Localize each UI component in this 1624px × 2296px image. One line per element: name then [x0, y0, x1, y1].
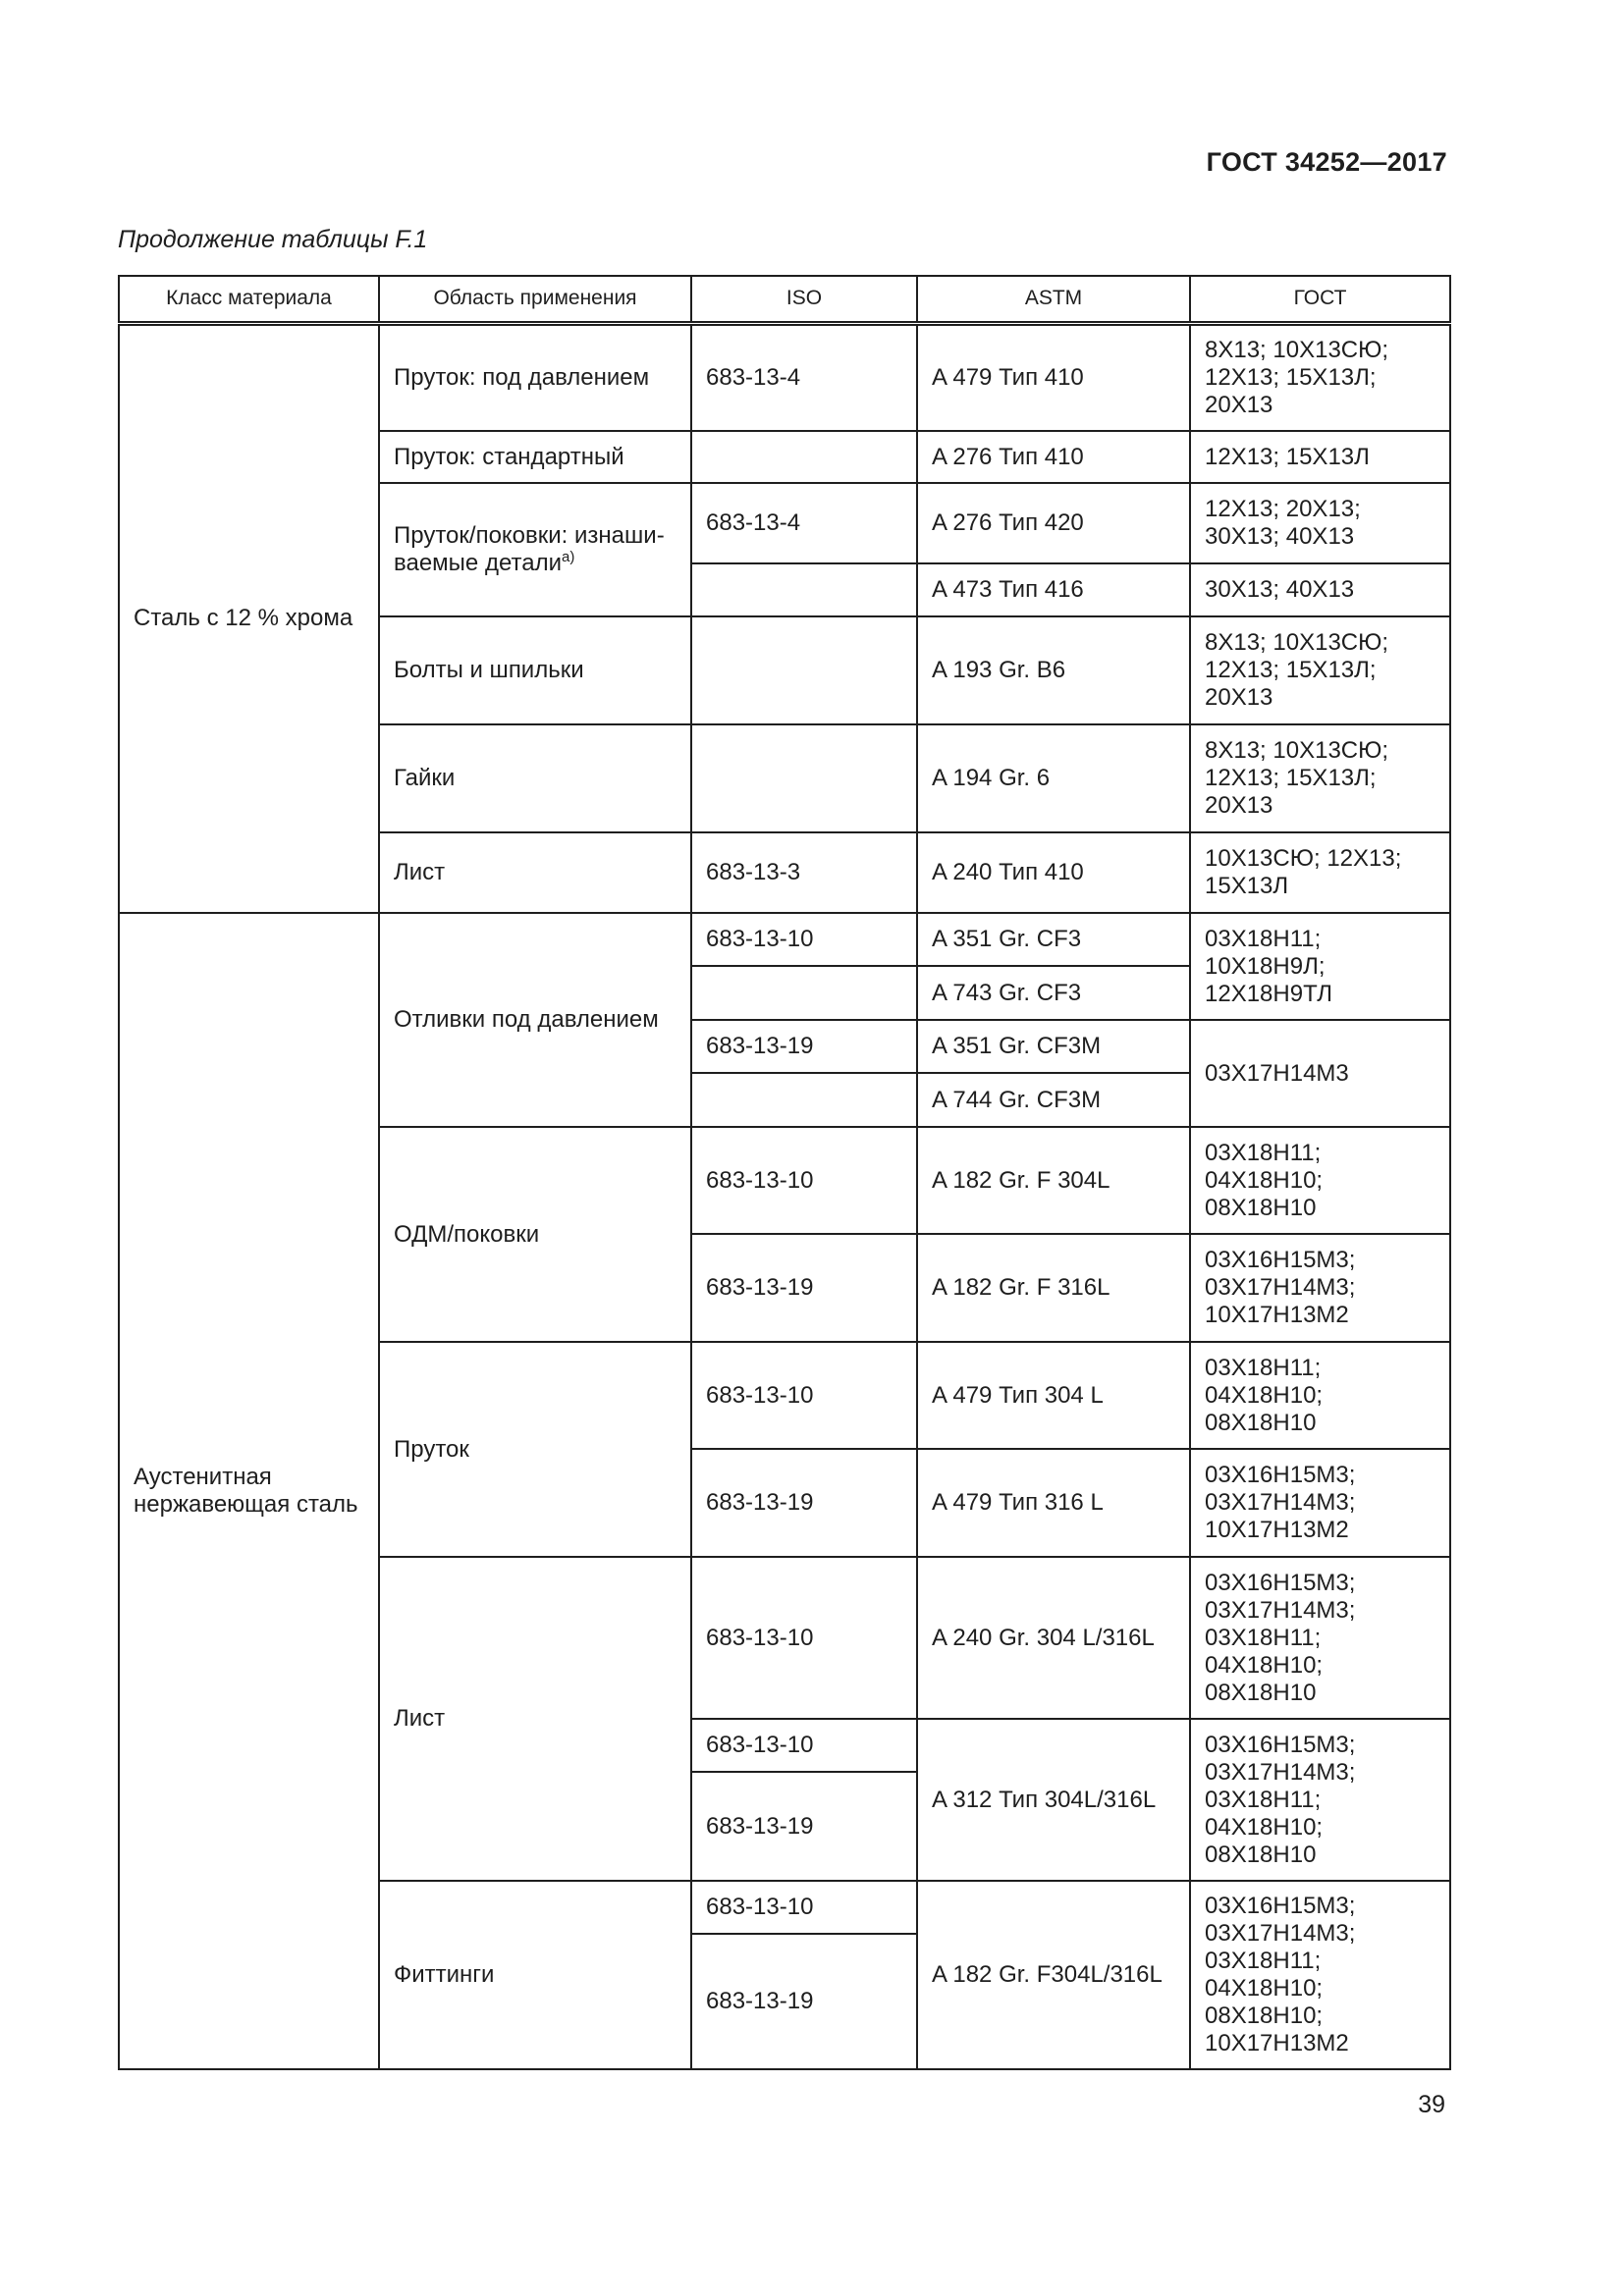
iso-cell	[691, 431, 917, 483]
iso-cell: 683-13-10	[691, 1557, 917, 1719]
table-row	[119, 323, 1450, 431]
astm-cell: A 479 Тип 304 L	[917, 1342, 1190, 1449]
column-header: ГОСТ	[1190, 276, 1450, 323]
astm-cell: A 479 Тип 316 L	[917, 1449, 1190, 1557]
table-caption: Продолжение таблицы F.1	[118, 226, 428, 253]
gost-cell: 10Х13СЮ; 12Х13; 15Х13Л	[1190, 832, 1450, 913]
column-header: Область применения	[379, 276, 691, 323]
astm-cell: A 193 Gr. B6	[917, 616, 1190, 724]
application-cell: Отливки под давлением	[379, 913, 691, 1127]
column-header: ASTM	[917, 276, 1190, 323]
gost-cell: 12Х13; 20Х13; 30Х13; 40Х13	[1190, 483, 1450, 563]
iso-cell: 683-13-19	[691, 1234, 917, 1342]
gost-cell: 8Х13; 10Х13СЮ; 12Х13; 15Х13Л; 20Х13	[1190, 323, 1450, 431]
gost-cell: 03Х18Н11; 04Х18Н10; 08Х18Н10	[1190, 1127, 1450, 1234]
application-cell: Пруток: стандартный	[379, 431, 691, 483]
astm-cell: A 473 Тип 416	[917, 563, 1190, 616]
astm-cell: A 276 Тип 410	[917, 431, 1190, 483]
astm-cell: A 182 Gr. F304L/316L	[917, 1881, 1190, 2069]
application-cell: Пруток	[379, 1342, 691, 1557]
iso-cell	[691, 616, 917, 724]
iso-cell	[691, 1073, 917, 1127]
gost-cell: 8Х13; 10Х13СЮ; 12Х13; 15Х13Л; 20Х13	[1190, 616, 1450, 724]
column-header: ISO	[691, 276, 917, 323]
astm-cell: A 351 Gr. CF3M	[917, 1020, 1190, 1073]
astm-cell: A 312 Тип 304L/316L	[917, 1719, 1190, 1881]
application-cell: Фиттинги	[379, 1881, 691, 2069]
application-cell: Болты и шпильки	[379, 616, 691, 724]
iso-cell: 683-13-10	[691, 913, 917, 966]
gost-cell: 03Х16Н15М3; 03Х17Н14М3; 10Х17Н13М2	[1190, 1234, 1450, 1342]
iso-cell: 683-13-4	[691, 323, 917, 431]
iso-cell	[691, 966, 917, 1020]
iso-cell: 683-13-10	[691, 1719, 917, 1772]
iso-cell: 683-13-10	[691, 1127, 917, 1234]
astm-cell: A 351 Gr. CF3	[917, 913, 1190, 966]
gost-cell: 03Х18Н11; 10Х18Н9Л; 12Х18Н9ТЛ	[1190, 913, 1450, 1020]
astm-cell: A 744 Gr. CF3M	[917, 1073, 1190, 1127]
application-text: Пруток/поковки: изнаши-ваемые детали	[394, 522, 665, 576]
gost-cell: 03Х17Н14М3	[1190, 1020, 1450, 1127]
gost-cell: 03Х16Н15М3; 03Х17Н14М3; 03Х18Н11; 04Х18Н10; 08Х18Н10	[1190, 1719, 1450, 1881]
iso-cell: 683-13-19	[691, 1449, 917, 1557]
astm-cell: A 240 Тип 410	[917, 832, 1190, 913]
application-cell: Лист	[379, 1557, 691, 1881]
application-cell	[379, 483, 691, 616]
iso-cell: 683-13-19	[691, 1020, 917, 1073]
gost-cell: 03Х16Н15М3; 03Х17Н14М3; 10Х17Н13М2	[1190, 1449, 1450, 1557]
iso-cell: 683-13-3	[691, 832, 917, 913]
gost-cell: 03Х18Н11; 04Х18Н10; 08Х18Н10	[1190, 1342, 1450, 1449]
iso-cell: 683-13-10	[691, 1342, 917, 1449]
astm-cell: A 276 Тип 420	[917, 483, 1190, 563]
table-header-row	[119, 276, 1450, 323]
page-number: 39	[1418, 2091, 1445, 2118]
gost-cell: 12Х13; 15Х13Л	[1190, 431, 1450, 483]
footnote-marker: а)	[561, 549, 575, 565]
table-row	[119, 913, 1450, 966]
iso-cell: 683-13-4	[691, 483, 917, 563]
gost-cell: 30Х13; 40Х13	[1190, 563, 1450, 616]
iso-cell	[691, 724, 917, 832]
gost-cell: 03Х16Н15М3; 03Х17Н14М3; 03Х18Н11; 04Х18Н10; 08Х18Н10	[1190, 1557, 1450, 1719]
materials-table	[118, 275, 1451, 2070]
astm-cell: A 182 Gr. F 316L	[917, 1234, 1190, 1342]
application-cell: Пруток: под давлением	[379, 323, 691, 431]
material-class-cell: Сталь с 12 % хрома	[119, 323, 379, 913]
iso-cell: 683-13-19	[691, 1772, 917, 1881]
astm-cell: A 743 Gr. CF3	[917, 966, 1190, 1020]
document-id: ГОСТ 34252—2017	[1206, 147, 1447, 177]
astm-cell: A 240 Gr. 304 L/316L	[917, 1557, 1190, 1719]
astm-cell: A 479 Тип 410	[917, 323, 1190, 431]
application-cell: ОДМ/поковки	[379, 1127, 691, 1342]
iso-cell: 683-13-10	[691, 1881, 917, 1934]
astm-cell: A 194 Gr. 6	[917, 724, 1190, 832]
iso-cell	[691, 563, 917, 616]
iso-cell: 683-13-19	[691, 1934, 917, 2069]
astm-cell: A 182 Gr. F 304L	[917, 1127, 1190, 1234]
material-class-cell: Аустенитная нержавеющая сталь	[119, 913, 379, 2069]
application-cell: Лист	[379, 832, 691, 913]
column-header: Класс материала	[119, 276, 379, 323]
gost-cell: 8Х13; 10Х13СЮ; 12Х13; 15Х13Л; 20Х13	[1190, 724, 1450, 832]
gost-cell: 03Х16Н15М3; 03Х17Н14М3; 03Х18Н11; 04Х18Н10; 08Х18Н10; 10Х17Н13М2	[1190, 1881, 1450, 2069]
application-cell: Гайки	[379, 724, 691, 832]
